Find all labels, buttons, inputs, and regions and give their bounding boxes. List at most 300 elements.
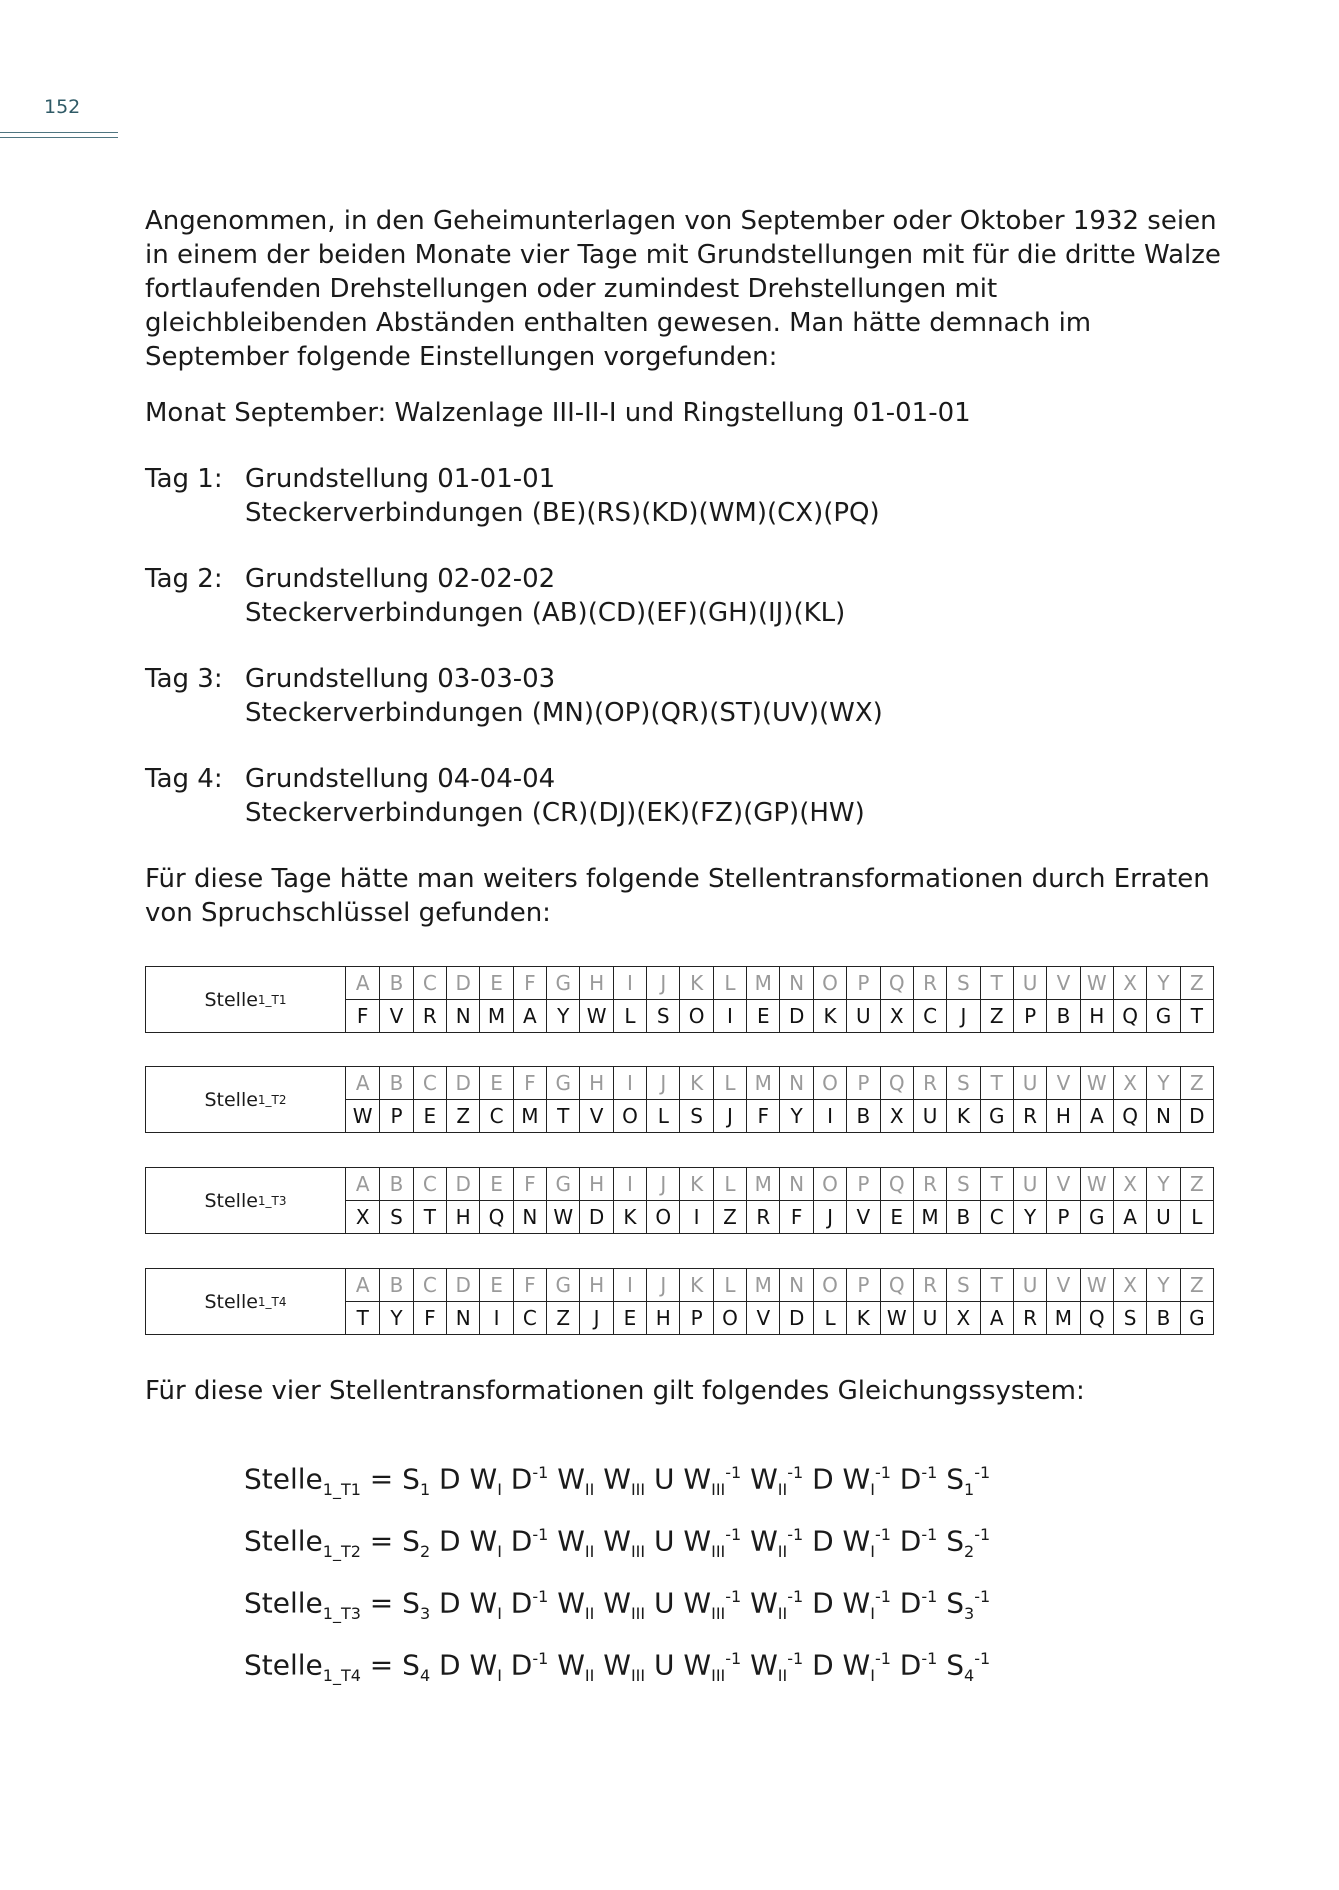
mapped-letter: Y — [379, 1302, 412, 1335]
mapped-letter: R — [1013, 1302, 1046, 1335]
superscript: -1 — [874, 1586, 891, 1606]
plain-letter: V — [1046, 1168, 1079, 1201]
mapped-letter: Z — [446, 1100, 479, 1133]
plain-letter: D — [446, 1168, 479, 1201]
plain-letter: E — [479, 1168, 512, 1201]
plain-letter: W — [1080, 1067, 1113, 1100]
plain-letter: B — [379, 1269, 412, 1302]
day-label: Tag 1: — [145, 464, 223, 494]
superscript: -1 — [787, 1648, 804, 1668]
equation-line: Stelle$_{1\_T3}$ = $S_3$ D $W_I$ $D^{-1}$ $W_{II}$ $W_{III}$ U $W_{III}^{-1}$ $W_{II}^{-1}$ D $W_I^{-1}$ $D^{-1}$ $S_3^{-1}$ — [244, 1586, 991, 1623]
plain-letter: P — [846, 967, 879, 1000]
mapped-letter: G — [1180, 1302, 1213, 1335]
superscript: -1 — [725, 1586, 742, 1606]
plain-letter: Y — [1146, 1269, 1179, 1302]
mapped-letter: F — [746, 1100, 779, 1133]
plain-letter: I — [613, 1067, 646, 1100]
subscript: II — [584, 1603, 595, 1623]
mapped-letter: I — [679, 1201, 712, 1234]
mapped-letter: O — [646, 1201, 679, 1234]
plain-letter: V — [1046, 1067, 1079, 1100]
plain-letter: O — [813, 967, 846, 1000]
mapped-letter: U — [846, 1000, 879, 1033]
plain-letter: B — [379, 1168, 412, 1201]
mapped-letter: S — [379, 1201, 412, 1234]
plain-letter: S — [946, 1269, 979, 1302]
plain-letter: T — [980, 967, 1013, 1000]
mapped-letter: P — [1046, 1201, 1079, 1234]
subscript: II — [777, 1665, 788, 1685]
plain-letter: C — [413, 1168, 446, 1201]
plain-letter: K — [679, 1168, 712, 1201]
mapped-letter: X — [880, 1100, 913, 1133]
plain-letter: H — [579, 1269, 612, 1302]
mapped-letter: U — [913, 1100, 946, 1133]
plain-letter: L — [713, 1168, 746, 1201]
mapped-letter: L — [813, 1302, 846, 1335]
mapped-letter: D — [779, 1302, 812, 1335]
plain-letter: R — [913, 1067, 946, 1100]
plain-letter: R — [913, 967, 946, 1000]
mapped-letter: O — [679, 1000, 712, 1033]
plain-letter: C — [413, 967, 446, 1000]
plain-letter: J — [646, 1067, 679, 1100]
intro-paragraph: Angenommen, in den Geheimunterlagen von September oder Oktober 1932 seien in einem der beiden Monate vier Tage mit Grundstellungen mit für die dritte Walze fortlaufenden Drehstellungen oder zumindest Drehstellungen mit gleichbleibenden Abständen enthalten gewesen. Man hätte demnach im September folgende Einstellungen vorgefunden: — [145, 206, 1221, 372]
mapped-letter: D — [779, 1000, 812, 1033]
plain-letter: A — [346, 1168, 379, 1201]
mapped-letter: N — [446, 1000, 479, 1033]
mapped-letter: W — [352, 1103, 373, 1128]
day-entry — [145, 762, 1225, 830]
mapped-letter: Y — [546, 1000, 579, 1033]
subscript: I — [870, 1665, 875, 1685]
table-name-subscript: 1_T4 — [257, 1294, 287, 1309]
grundstellung: Grundstellung 01-01-01 — [245, 464, 556, 494]
plain-letter: U — [1013, 1067, 1046, 1100]
subscript: 1 — [419, 1479, 431, 1499]
plain-letter: W — [1080, 967, 1113, 1000]
subscript: I — [497, 1603, 502, 1623]
superscript: -1 — [787, 1463, 804, 1482]
subscript: 2 — [964, 1541, 975, 1561]
plain-letter: Y — [1146, 967, 1179, 1000]
plain-letter: V — [1046, 1269, 1079, 1302]
plain-letter: X — [1113, 1269, 1146, 1302]
plain-letter: Y — [1146, 1168, 1179, 1201]
plain-letter: N — [779, 1168, 812, 1201]
plain-letter: E — [479, 1269, 512, 1302]
plain-letter: C — [413, 1067, 446, 1100]
mapped-letter: S — [679, 1100, 712, 1133]
plain-letter: K — [679, 967, 712, 1000]
day-settings — [245, 662, 883, 730]
plain-letter: X — [1113, 1067, 1146, 1100]
day-label: Tag 2: — [145, 564, 223, 594]
table-name: Stelle 1_T3 — [146, 1168, 346, 1233]
plain-letter: Z — [1180, 1067, 1213, 1100]
mapped-letter: F — [356, 1003, 369, 1028]
equations-intro: Für diese vier Stellentransformationen gilt folgendes Gleichungssystem: — [145, 1376, 1085, 1406]
subscript: I — [870, 1479, 875, 1499]
plain-letter: F — [513, 967, 546, 1000]
plain-letter: Z — [1180, 967, 1213, 1000]
mapped-letter: E — [880, 1201, 913, 1234]
superscript: -1 — [921, 1648, 938, 1668]
mapped-letter: M — [479, 1000, 512, 1033]
plain-letter: S — [946, 1067, 979, 1100]
superscript: -1 — [974, 1463, 991, 1482]
mapped-letter: T — [413, 1201, 446, 1234]
subscript: 4 — [419, 1665, 431, 1685]
plain-letter: K — [679, 1067, 712, 1100]
mapped-letter: T — [356, 1305, 369, 1330]
mapped-letter: J — [579, 1302, 612, 1335]
day-entry — [145, 562, 1225, 630]
mapped-letter: A — [1080, 1100, 1113, 1133]
superscript: -1 — [874, 1463, 891, 1482]
mapped-letter: B — [1046, 1000, 1079, 1033]
superscript: -1 — [974, 1586, 991, 1606]
mapped-letter: U — [913, 1302, 946, 1335]
plain-letter: A — [346, 1269, 379, 1302]
mapped-letter: P — [679, 1302, 712, 1335]
day-settings — [245, 562, 845, 630]
plain-letter: V — [1046, 967, 1079, 1000]
plain-letter: X — [1113, 1168, 1146, 1201]
mapped-letter: F — [413, 1302, 446, 1335]
mapped-letter: N — [513, 1201, 546, 1234]
plain-letter: E — [479, 1067, 512, 1100]
plain-letter: H — [579, 967, 612, 1000]
mapped-letter: E — [413, 1100, 446, 1133]
mapped-letter: Z — [980, 1000, 1013, 1033]
plain-letter: T — [980, 1067, 1013, 1100]
table-name: Stelle 1_T1 — [146, 967, 346, 1032]
grundstellung: Grundstellung 03-03-03 — [245, 664, 556, 694]
mapped-letter: N — [446, 1302, 479, 1335]
superscript: -1 — [874, 1524, 891, 1544]
mapped-letter: Y — [1013, 1201, 1046, 1234]
subscript: III — [711, 1665, 726, 1685]
plain-letter: T — [980, 1269, 1013, 1302]
subscript: 1_T3 — [322, 1603, 361, 1623]
mapped-letter: D — [579, 1201, 612, 1234]
transformation-table — [145, 1167, 1214, 1234]
plain-letter: A — [346, 967, 379, 1000]
mapped-letter: X — [355, 1204, 370, 1229]
plain-letter: P — [846, 1067, 879, 1100]
subscript: III — [711, 1603, 726, 1623]
day-entry — [145, 462, 1225, 530]
mapped-letter: U — [1146, 1201, 1179, 1234]
plain-letter: H — [579, 1067, 612, 1100]
mapped-letter: P — [379, 1100, 412, 1133]
superscript: -1 — [532, 1524, 549, 1544]
day-label: Tag 3: — [145, 664, 223, 694]
mapped-letter: C — [479, 1100, 512, 1133]
subscript: I — [497, 1665, 502, 1685]
plain-letter: T — [980, 1168, 1013, 1201]
table-name-subscript: 1_T3 — [257, 1193, 287, 1208]
superscript: -1 — [921, 1524, 938, 1544]
plain-letter: O — [813, 1168, 846, 1201]
superscript: -1 — [532, 1463, 549, 1482]
plain-letter: L — [713, 967, 746, 1000]
grundstellung: Grundstellung 02-02-02 — [245, 564, 556, 594]
day-label: Tag 4: — [145, 764, 223, 794]
mapped-letter: Z — [713, 1201, 746, 1234]
plain-letter: I — [613, 967, 646, 1000]
mapped-letter: A — [1113, 1201, 1146, 1234]
plain-letter: G — [546, 1067, 579, 1100]
grundstellung: Grundstellung 04-04-04 — [245, 764, 556, 794]
plain-letter: L — [713, 1067, 746, 1100]
mapped-letter: G — [980, 1100, 1013, 1133]
mapped-letter: O — [613, 1100, 646, 1133]
table-grid — [346, 1067, 1213, 1132]
plain-letter: P — [846, 1168, 879, 1201]
subscript: II — [777, 1603, 788, 1623]
mapped-letter: P — [1013, 1000, 1046, 1033]
steckerverbindungen: Steckerverbindungen (BE)(RS)(KD)(WM)(CX)(PQ) — [245, 498, 880, 528]
plain-letter: O — [813, 1067, 846, 1100]
mapped-letter: W — [546, 1201, 579, 1234]
mapped-letter: Q — [479, 1201, 512, 1234]
day-list — [145, 462, 1225, 830]
mapped-letter: J — [946, 1000, 979, 1033]
subscript: III — [711, 1541, 726, 1561]
plain-letter: A — [346, 1067, 379, 1100]
subscript: 3 — [419, 1603, 431, 1623]
superscript: -1 — [874, 1648, 891, 1668]
plain-letter: Y — [1146, 1067, 1179, 1100]
equation-line: Stelle$_{1\_T1}$ = $S_1$ D $W_I$ $D^{-1}$ $W_{II}$ $W_{III}$ U $W_{III}^{-1}$ $W_{II}^{-1}$ D $W_I^{-1}$ $D^{-1}$ $S_1^{-1}$ — [244, 1462, 991, 1499]
mapped-letter: R — [746, 1201, 779, 1234]
mapped-letter: J — [713, 1100, 746, 1133]
mapped-letter: B — [846, 1100, 879, 1133]
plain-letter: Z — [1180, 1269, 1213, 1302]
day-settings — [245, 462, 880, 530]
plain-letter: Q — [880, 967, 913, 1000]
plain-letter: I — [613, 1269, 646, 1302]
mapped-letter: E — [746, 1000, 779, 1033]
plain-letter: R — [913, 1269, 946, 1302]
plain-letter: G — [546, 967, 579, 1000]
subscript: 1_T4 — [322, 1665, 361, 1685]
mapped-letter: L — [646, 1100, 679, 1133]
plain-letter: M — [746, 967, 779, 1000]
mapped-letter: K — [946, 1100, 979, 1133]
mapped-letter: E — [613, 1302, 646, 1335]
mapped-letter: T — [1180, 1000, 1213, 1033]
plain-letter: N — [779, 1067, 812, 1100]
mapped-letter: F — [779, 1201, 812, 1234]
mapped-letter: I — [813, 1100, 846, 1133]
mapped-letter: C — [513, 1302, 546, 1335]
plain-letter: F — [513, 1269, 546, 1302]
header-rule-2 — [0, 137, 118, 138]
mapped-letter: X — [880, 1000, 913, 1033]
plain-letter: I — [613, 1168, 646, 1201]
mapped-letter: W — [579, 1000, 612, 1033]
plain-letter: F — [513, 1067, 546, 1100]
plain-letter: U — [1013, 967, 1046, 1000]
mapped-letter: Q — [1080, 1302, 1113, 1335]
superscript: -1 — [532, 1648, 549, 1668]
table-grid — [346, 1168, 1213, 1233]
superscript: -1 — [532, 1586, 549, 1606]
plain-letter: G — [546, 1269, 579, 1302]
mapped-letter: H — [1046, 1100, 1079, 1133]
steckerverbindungen: Steckerverbindungen (MN)(OP)(QR)(ST)(UV)(WX) — [245, 698, 883, 728]
plain-letter: D — [446, 967, 479, 1000]
mapped-letter: K — [813, 1000, 846, 1033]
superscript: -1 — [787, 1524, 804, 1544]
subscript: II — [584, 1541, 595, 1561]
mapped-letter: W — [880, 1302, 913, 1335]
subscript: II — [777, 1541, 788, 1561]
mapped-letter: D — [1180, 1100, 1213, 1133]
mapped-letter: R — [1013, 1100, 1046, 1133]
subscript: I — [497, 1479, 502, 1499]
subscript: III — [630, 1665, 646, 1685]
plain-letter: W — [1080, 1168, 1113, 1201]
plain-letter: Z — [1180, 1168, 1213, 1201]
subscript: II — [777, 1479, 788, 1499]
plain-letter: U — [1013, 1168, 1046, 1201]
mapped-letter: C — [980, 1201, 1013, 1234]
superscript: -1 — [974, 1524, 991, 1544]
subscript: III — [711, 1479, 726, 1499]
tables-intro: Für diese Tage hätte man weiters folgende Stellentransformationen durch Erraten von Spruchschlüssel gefunden: — [145, 864, 1210, 928]
mapped-letter: Y — [779, 1100, 812, 1133]
mapped-letter: M — [1046, 1302, 1079, 1335]
superscript: -1 — [974, 1648, 991, 1668]
mapped-letter: M — [913, 1201, 946, 1234]
mapped-letter: S — [1113, 1302, 1146, 1335]
subscript: I — [870, 1541, 875, 1561]
mapped-letter: K — [613, 1201, 646, 1234]
plain-letter: O — [813, 1269, 846, 1302]
mapped-letter: B — [1146, 1302, 1179, 1335]
mapped-letter: V — [746, 1302, 779, 1335]
plain-letter: B — [379, 1067, 412, 1100]
transformation-table — [145, 966, 1214, 1033]
superscript: -1 — [921, 1463, 938, 1482]
plain-letter: E — [479, 967, 512, 1000]
mapped-letter: N — [1146, 1100, 1179, 1133]
mapped-letter: T — [546, 1100, 579, 1133]
mapped-letter: M — [513, 1100, 546, 1133]
plain-letter: W — [1080, 1269, 1113, 1302]
subscript: 1 — [964, 1479, 975, 1499]
equation-system — [244, 1450, 990, 1698]
mapped-letter: R — [413, 1000, 446, 1033]
mapped-letter: K — [846, 1302, 879, 1335]
table-name-subscript: 1_T2 — [257, 1092, 287, 1107]
plain-letter: J — [646, 967, 679, 1000]
subscript: III — [630, 1479, 646, 1499]
mapped-letter: L — [1180, 1201, 1213, 1234]
plain-letter: L — [713, 1269, 746, 1302]
equation-line: Stelle$_{1\_T4}$ = $S_4$ D $W_I$ $D^{-1}$ $W_{II}$ $W_{III}$ U $W_{III}^{-1}$ $W_{II}^{-1}$ D $W_I^{-1}$ $D^{-1}$ $S_4^{-1}$ — [244, 1648, 991, 1685]
mapped-letter: Z — [546, 1302, 579, 1335]
mapped-letter: B — [946, 1201, 979, 1234]
superscript: -1 — [787, 1586, 804, 1606]
steckerverbindungen: Steckerverbindungen (CR)(DJ)(EK)(FZ)(GP)(HW) — [245, 798, 865, 828]
superscript: -1 — [921, 1586, 938, 1606]
plain-letter: G — [546, 1168, 579, 1201]
day-settings — [245, 762, 865, 830]
subscript: III — [630, 1541, 646, 1561]
mapped-letter: Q — [1113, 1000, 1146, 1033]
plain-letter: M — [746, 1269, 779, 1302]
day-entry — [145, 662, 1225, 730]
plain-letter: N — [779, 1269, 812, 1302]
plain-letter: K — [679, 1269, 712, 1302]
transformation-table — [145, 1066, 1214, 1133]
subscript: II — [584, 1665, 595, 1685]
subscript: 1_T2 — [322, 1541, 361, 1561]
mapped-letter: J — [813, 1201, 846, 1234]
superscript: -1 — [725, 1463, 742, 1482]
plain-letter: Q — [880, 1067, 913, 1100]
mapped-letter: G — [1080, 1201, 1113, 1234]
month-line: Monat September: Walzenlage III-II-I und Ringstellung 01-01-01 — [145, 398, 971, 428]
subscript: 1_T1 — [322, 1479, 361, 1499]
subscript: 3 — [964, 1603, 975, 1623]
plain-letter: D — [446, 1067, 479, 1100]
plain-letter: Q — [880, 1269, 913, 1302]
mapped-letter: H — [446, 1201, 479, 1234]
main-text — [145, 204, 1225, 930]
mapped-letter: I — [713, 1000, 746, 1033]
table-name-subscript: 1_T1 — [257, 992, 287, 1007]
table-name: Stelle 1_T2 — [146, 1067, 346, 1132]
mapped-letter: S — [646, 1000, 679, 1033]
plain-letter: J — [646, 1168, 679, 1201]
mapped-letter: I — [479, 1302, 512, 1335]
mapped-letter: V — [846, 1201, 879, 1234]
plain-letter: B — [379, 967, 412, 1000]
subscript: I — [497, 1541, 502, 1561]
steckerverbindungen: Steckerverbindungen (AB)(CD)(EF)(GH)(IJ)(KL) — [245, 598, 846, 628]
plain-letter: D — [446, 1269, 479, 1302]
plain-letter: S — [946, 967, 979, 1000]
mapped-letter: X — [946, 1302, 979, 1335]
plain-letter: H — [579, 1168, 612, 1201]
plain-letter: R — [913, 1168, 946, 1201]
superscript: -1 — [725, 1648, 742, 1668]
mapped-letter: A — [980, 1302, 1013, 1335]
subscript: III — [630, 1603, 646, 1623]
plain-letter: J — [646, 1269, 679, 1302]
superscript: -1 — [725, 1524, 742, 1544]
mapped-letter: O — [713, 1302, 746, 1335]
plain-letter: C — [413, 1269, 446, 1302]
plain-letter: U — [1013, 1269, 1046, 1302]
table-grid — [346, 967, 1213, 1032]
plain-letter: N — [779, 967, 812, 1000]
subscript: I — [870, 1603, 875, 1623]
mapped-letter: Q — [1113, 1100, 1146, 1133]
header-rule — [0, 132, 118, 133]
plain-letter: F — [513, 1168, 546, 1201]
mapped-letter: G — [1146, 1000, 1179, 1033]
mapped-letter: H — [646, 1302, 679, 1335]
plain-letter: X — [1113, 967, 1146, 1000]
mapped-letter: C — [913, 1000, 946, 1033]
